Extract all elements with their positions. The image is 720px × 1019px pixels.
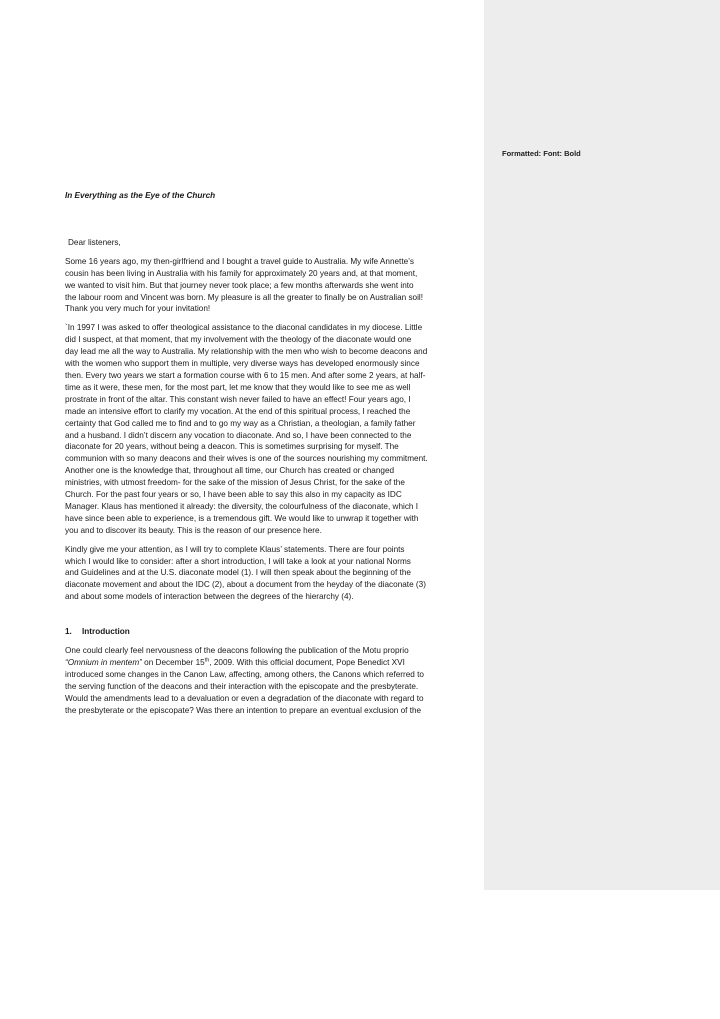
paragraph-line: diaconate movement and about the IDC (2), about a document from the heyday of the diaconate (3) [65,580,426,590]
paragraph-line: Manager. Klaus has mentioned it already: the diversity, the colourfulness of the diaconate, which I [65,501,419,511]
paragraph-line: and a husband. I didn’t discern any vocation to diaconate. And so, I have been connected to the [65,430,412,440]
paragraph-line: you and to discover its beauty. This is the reason of our presence here. [65,525,322,535]
body-paragraph [65,256,479,316]
paragraph-line: time as it were, these men, for the most part, let me know that they would like to see me as well [65,382,411,392]
section-title: Introduction [82,627,130,637]
paragraph-line: Thank you very much for your invitation! [65,304,211,314]
document-body [65,190,479,724]
paragraph-line: diaconate for 20 years, without being a deacon. This is sometimes surprising for myself. The [65,442,399,452]
section-heading [65,626,479,638]
paragraph-line: prostrate in front of the altar. This constant wish never failed to have an effect! Four years ago, I [65,394,411,404]
paragraph-line: the serving function of the deacons and their interaction with the episcopate and the presbyterate. [65,681,419,691]
motu-proprio-title: “Omnium in mentem” [65,658,142,667]
paragraph-line: One could clearly feel nervousness of the deacons following the publication of the Motu proprio [65,646,409,656]
paragraph-line: with the women who support them in multiple, very diverse ways has developed enormously since [65,359,420,369]
paragraph-line: which I would like to consider: after a short introduction, I will take a look at your national Norms [65,556,411,566]
paragraph-line: have since been able to experience, is a tremendous gift. We would like to unwrap it together with [65,513,419,523]
paragraph-line: Some 16 years ago, my then-girlfriend and I bought a travel guide to Australia. My wife Annette’s [65,256,414,266]
paragraph-line: Church. For the past four years or so, I have been able to say this also in my capacity as IDC [65,490,402,500]
paragraph-line: ministries, with utmost freedom- for the sake of the mission of Jesus Christ, for the sake of the [65,478,405,488]
intro-paragraph [65,645,479,716]
paragraph-line: then. Every two years we start a formation course with 6 to 15 men. And after some 2 years, at half- [65,370,426,380]
body-paragraph [65,544,479,604]
greeting: Dear listeners, [68,237,121,247]
paragraph-line: did I suspect, at that moment, that my involvement with the theology of the diaconate would one [65,335,412,345]
paragraph-line: the labour room and Vincent was born. My pleasure is all the greater to finally be on Australian soil! [65,292,424,302]
paragraph-line: day lead me all the way to Australia. My relationship with the men who wish to become deacons and [65,347,428,357]
paragraph-line: Another one is the knowledge that, throughout all time, our Church has created or changed [65,466,395,476]
paragraph-line: the presbyterate or the episcopate? Was there an intention to prepare an eventual exclusion of the [65,705,422,715]
section-number: 1. [65,627,72,637]
paragraph-line: `In 1997 I was asked to offer theological assistance to the diaconal candidates in my diocese. Little [65,323,423,333]
paragraph-line: communion with so many deacons and their wives is one of the sources nourishing my commitment. [65,454,428,464]
comment-pane [484,0,720,890]
paragraph-line: certainty that God called me to find and to go my way as a Christian, a theologian, a family father [65,418,416,428]
paragraph-line: Kindly give me your attention, as I will try to complete Klaus’ statements. There are four points [65,544,405,554]
paragraph-line: and about some models of interaction between the degrees of the hierarchy (4). [65,592,354,602]
body-paragraph [65,322,479,536]
paragraph-line: introduced some changes in the Canon Law, affecting, among others, the Canons which referred to [65,669,424,679]
format-comment[interactable]: Formatted: Font: Bold [502,149,581,158]
paragraph-line: and Guidelines and at the U.S. diaconate model (1). I will then speak about the beginning of the [65,568,411,578]
paragraph-line: “Omnium in mentem” on December 15th, 2009. With this official document, Pope Benedict XVI [65,657,405,667]
paragraph-line: Would the amendments lead to a devaluation or even a degradation of the diaconate with regard to [65,693,424,703]
paragraph-line: cousin has been living in Australia with his family for approximately 20 years and, at that moment, [65,268,418,278]
paragraph-line: we wanted to visit him. But that journey never took place; a few months afterwards she went into [65,280,414,290]
paragraph-line: made an intensive effort to clarify my vocation. At the end of this spiritual process, I reached the [65,406,411,416]
document-title: In Everything as the Eye of the Church [65,191,216,200]
paragraph-list [65,256,479,603]
